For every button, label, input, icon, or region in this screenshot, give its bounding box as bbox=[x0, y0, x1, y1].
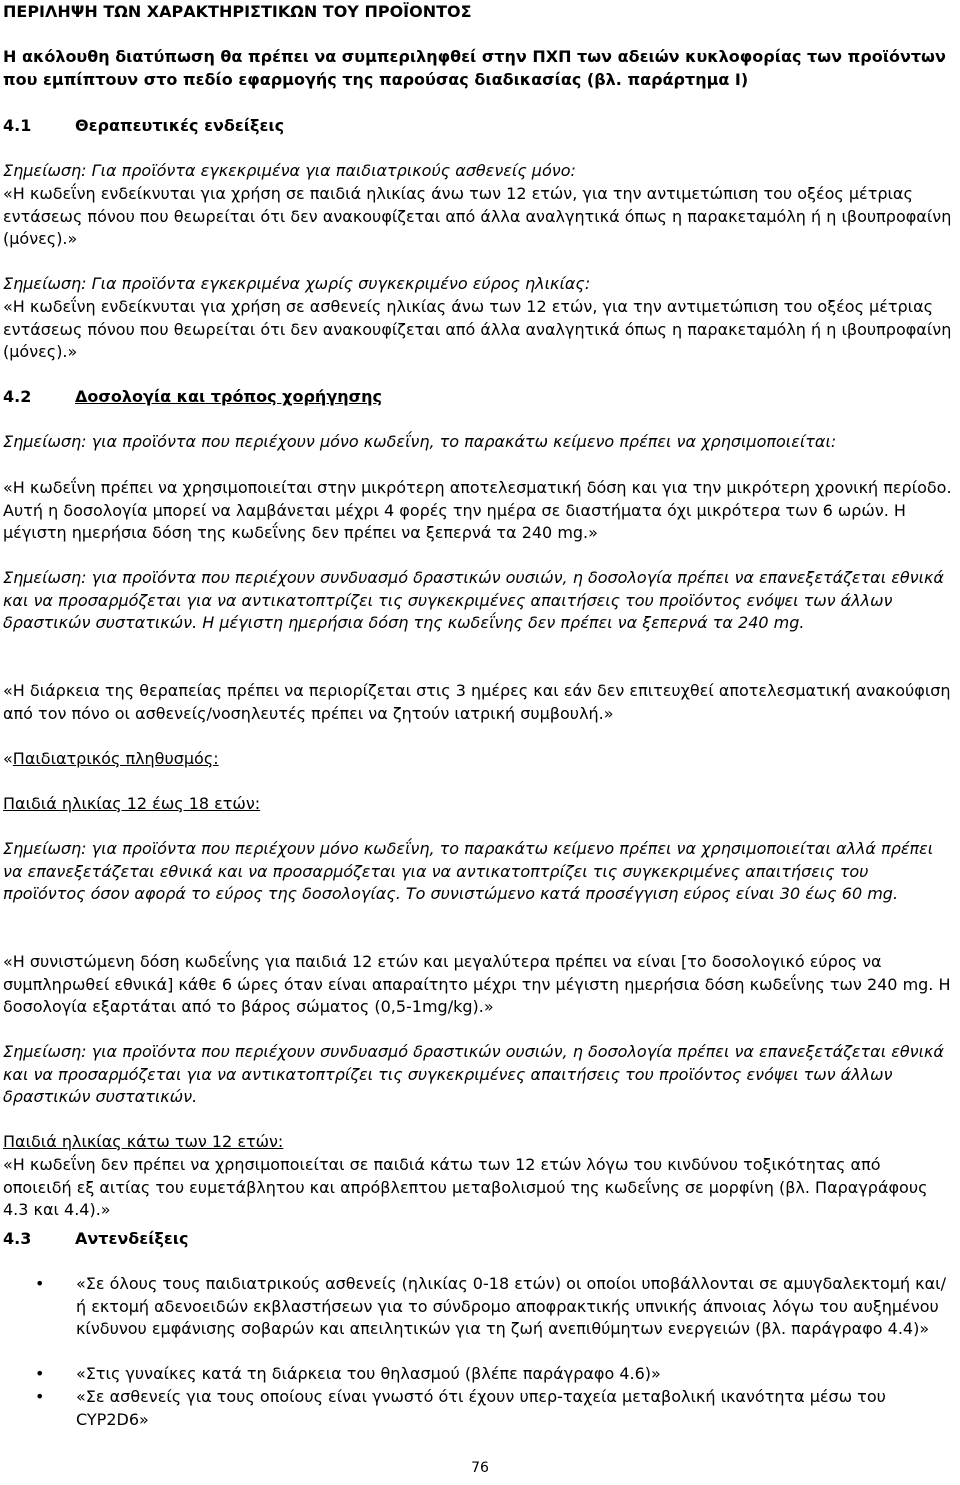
section-4-2-heading bbox=[3, 386, 953, 409]
section-number: 4.3 bbox=[3, 1229, 32, 1248]
text-paragraph: «Η κωδεΐνη ενδείκνυται για χρήση σε παιδιά ηλικίας άνω των 12 ετών, για την αντιμετώπιση του οξέος μέτριας εντάσεως πόνου που θεωρείται ότι δεν ανακουφίζεται από άλλα αναλγητικά όπως η παρακεταμόλη ή η ιβουπροφαίνη (μόνες).» bbox=[3, 184, 952, 249]
bullet-icon: • bbox=[35, 1387, 45, 1406]
text-paragraph: «Η συνιστώμενη δόση κωδεΐνης για παιδιά 12 ετών και μεγαλύτερα πρέπει να είναι [το δοσολογικό εύρος να συμπληρωθεί εθνικά] κάθε 6 ώρες όταν είναι απαραίτητο μέχρι την μέγιστη ημερήσια δόση κωδεΐνης των 240 mg. Η δοσολογία εξαρτάται από το βάρος σώματος (0,5-1mg/kg).» bbox=[3, 952, 951, 1017]
note-paragraph: Σημείωση: για προϊόντα που περιέχουν μόνο κωδεΐνη, το παρακάτω κείμενο πρέπει να χρησιμοποιείται αλλά πρέπει να επανεξετάζεται εθνικά και να προσαρμόζεται για να αντικατοπτρίζει τις συγκεκριμένες απαιτήσεις του προϊόντος όσον αφορά το εύρος της δοσολογίας. Το συνιστώμενο κατά προσέγγιση εύρος είναι 30 έως 60 mg. bbox=[3, 839, 934, 904]
text-paragraph: «Η διάρκεια της θεραπείας πρέπει να περιορίζεται στις 3 ημέρες και εάν δεν επιτευχθεί αποτελεσματική ανακούφιση από τον πόνο οι ασθενείς/νοσηλευτές πρέπει να ζητούν ιατρική συμβουλή.» bbox=[3, 681, 951, 723]
intro-paragraph: Η ακόλουθη διατύπωση θα πρέπει να συμπεριληφθεί στην ΠΧΠ των αδειών κυκλοφορίας των προϊόντων που εμπίπτουν στο πεδίο εφαρμογής της παρούσας διαδικασίας (βλ. παράρτημα Ι) bbox=[3, 47, 946, 89]
note-paragraph: Σημείωση: για προϊόντα που περιέχουν μόνο κωδεΐνη, το παρακάτω κείμενο πρέπει να χρησιμοποιείται: bbox=[3, 432, 837, 451]
subheading-age-12-18: Παιδιά ηλικίας 12 έως 18 ετών: bbox=[3, 794, 261, 813]
text-paragraph: «Η κωδεΐνη πρέπει να χρησιμοποιείται στην μικρότερη αποτελεσματική δόση και για την μικρότερη χρονική περίοδο. Αυτή η δοσολογία μπορεί να λαμβάνεται μέχρι 4 φορές την ημέρα σε διαστήματα όχι μικρότερα των 6 ωρών. Η μέγιστη ημερήσια δόση της κωδεΐνης δεν πρέπει να ξεπερνά τα 240 mg.» bbox=[3, 478, 952, 543]
note-paragraph: Σημείωση: Για προϊόντα εγκεκριμένα για παιδιατρικούς ασθενείς μόνο: bbox=[3, 161, 576, 180]
section-number: 4.2 bbox=[3, 387, 32, 406]
list-item bbox=[3, 1363, 953, 1386]
page-number: 76 bbox=[471, 1460, 489, 1476]
list-item bbox=[3, 1273, 953, 1341]
subheading-pediatric bbox=[3, 748, 953, 771]
note-paragraph: Σημείωση: για προϊόντα που περιέχουν συνδυασμό δραστικών ουσιών, η δοσολογία πρέπει να επανεξετάζεται εθνικά και να προσαρμόζεται για να αντικατοπτρίζει τις συγκεκριμένες απαιτήσεις του προϊόντος ενόψει των άλλων δραστικών συστατικών. Η μέγιστη ημερήσια δόση της κωδεΐνης δεν πρέπει να ξεπερνά τα 240 mg. bbox=[3, 568, 944, 633]
note-paragraph: Σημείωση: για προϊόντα που περιέχουν συνδυασμό δραστικών ουσιών, η δοσολογία πρέπει να επανεξετάζεται εθνικά και να προσαρμόζεται για να αντικατοπτρίζει τις συγκεκριμένες απαιτήσεις του προϊόντος ενόψει των άλλων δραστικών συστατικών. bbox=[3, 1042, 944, 1107]
text-paragraph: «Η κωδεΐνη δεν πρέπει να χρησιμοποιείται σε παιδιά κάτω των 12 ετών λόγω του κινδύνου τοξικότητας από οποιειδή εξ αιτίας του ευμετάβλητου και απρόβλεπτου μεταβολισμού της κωδεΐνης σε μορφίνη (βλ. Παραγράφους 4.3 και 4.4).» bbox=[3, 1155, 928, 1220]
section-4-3-heading bbox=[3, 1228, 953, 1251]
section-4-1-heading bbox=[3, 115, 953, 138]
text-paragraph: «Η κωδεΐνη ενδείκνυται για χρήση σε ασθενείς ηλικίας άνω των 12 ετών, για την αντιμετώπιση του οξέος μέτριας εντάσεως πόνου που θεωρείται ότι δεν ανακουφίζεται από άλλα αναλγητικά όπως η παρακεταμόλη ή η ιβουπροφαίνη (μόνες).» bbox=[3, 297, 952, 362]
bullet-icon: • bbox=[35, 1364, 45, 1383]
section-title: Θεραπευτικές ενδείξεις bbox=[75, 116, 285, 135]
note-paragraph: Σημείωση: Για προϊόντα εγκεκριμένα χωρίς συγκεκριμένο εύρος ηλικίας: bbox=[3, 274, 591, 293]
section-title: Δοσολογία και τρόπος χορήγησης bbox=[75, 387, 382, 406]
list-item-text: «Σε όλους τους παιδιατρικούς ασθενείς (ηλικίας 0-18 ετών) οι οποίοι υποβάλλονται σε αμυγδαλεκτομή και/ή εκτομή αδενοειδών εκβλαστήσεων για το σύνδρομο αποφρακτικής υπνικής άπνοιας λόγω του αυξημένου κίνδυνου εμφάνισης σοβαρών και απειλητικών για τη ζωή ανεπιθύμητων ενεργειών (βλ. παράγραφο 4.4)» bbox=[76, 1274, 946, 1339]
document-title: ΠΕΡΙΛΗΨΗ ΤΩΝ ΧΑΡΑΚΤΗΡΙΣΤΙΚΩΝ ΤΟΥ ΠΡΟΪΟΝΤΟΣ bbox=[3, 2, 472, 21]
list-item bbox=[3, 1386, 953, 1431]
bullet-icon: • bbox=[35, 1274, 45, 1293]
list-item-text: «Στις γυναίκες κατά τη διάρκεια του θηλασμού (βλέπε παράγραφο 4.6)» bbox=[76, 1364, 661, 1383]
subheading-age-under-12: Παιδιά ηλικίας κάτω των 12 ετών: bbox=[3, 1132, 284, 1151]
section-title: Αντενδείξεις bbox=[75, 1229, 189, 1248]
quote-mark: « bbox=[3, 749, 13, 768]
list-item-text: «Σε ασθενείς για τους οποίους είναι γνωστό ότι έχουν υπερ-ταχεία μεταβολική ικανότητα μέσω του CYP2D6» bbox=[76, 1387, 886, 1429]
subheading-text: Παιδιατρικός πληθυσμός: bbox=[12, 749, 219, 768]
section-number: 4.1 bbox=[3, 116, 32, 135]
